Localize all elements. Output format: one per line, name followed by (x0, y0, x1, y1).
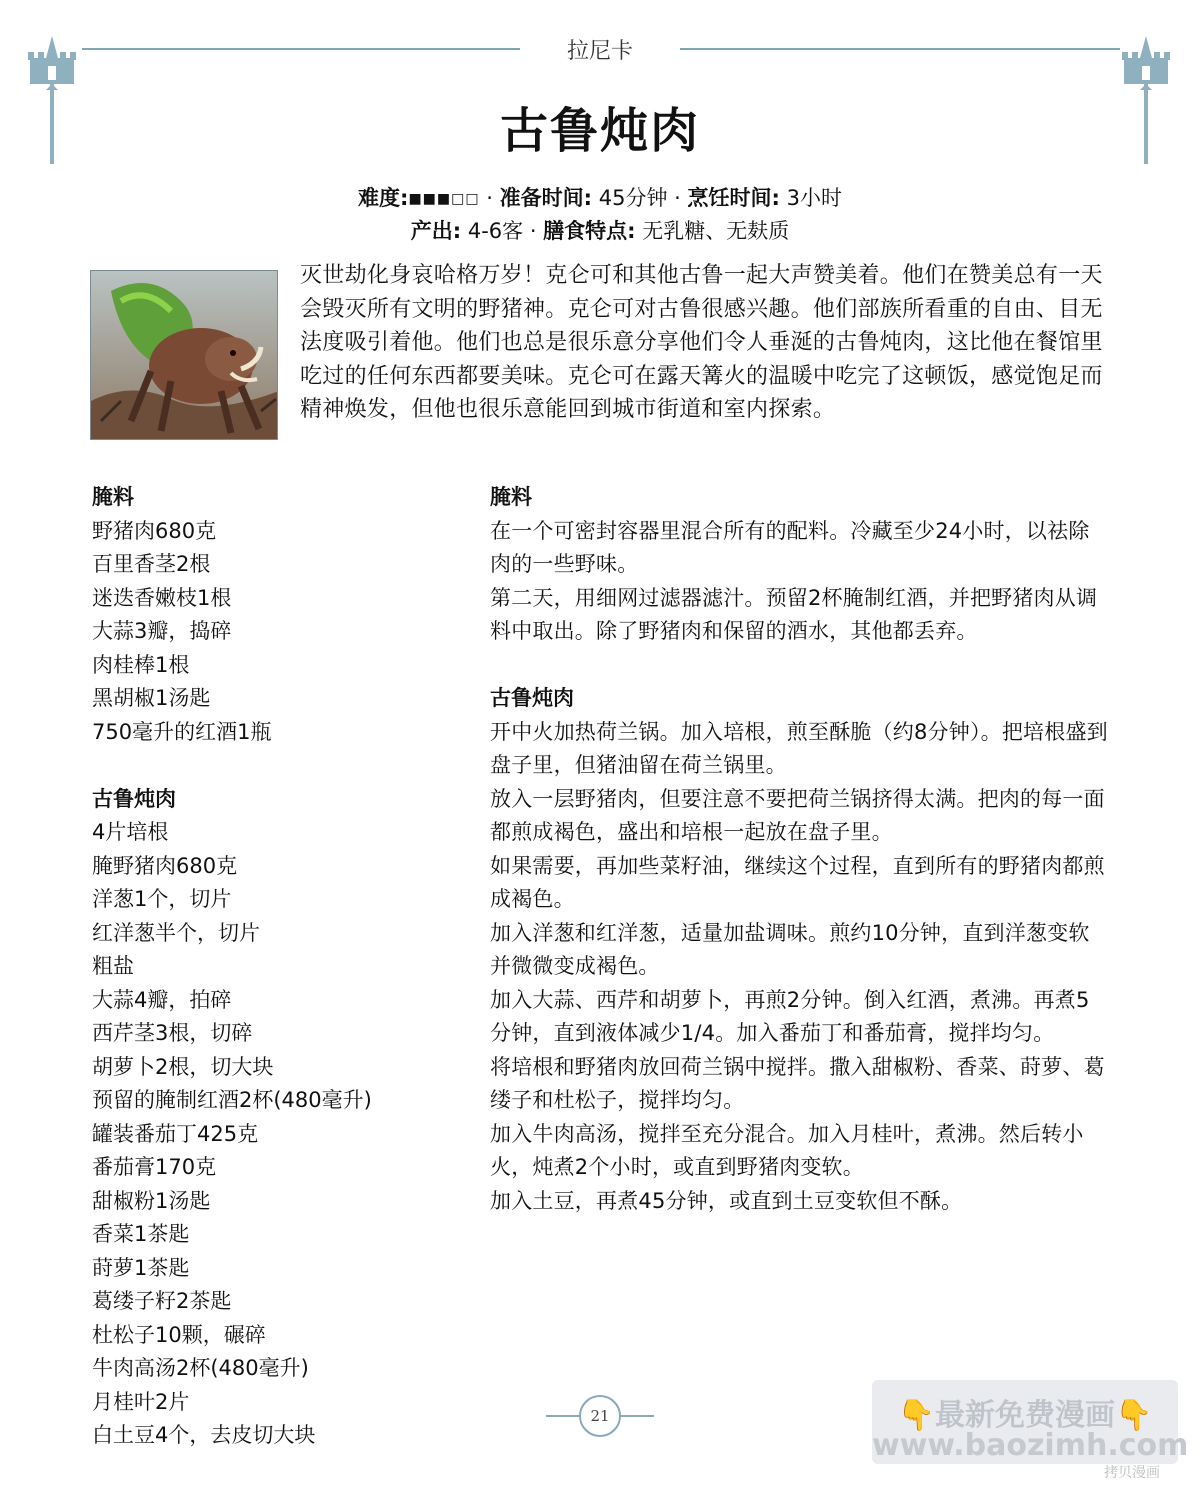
boar-illustration (90, 270, 278, 440)
ingredient-item: 白土豆4个，去皮切大块 (92, 1423, 316, 1447)
steps-marinade-heading: 腌料 (490, 485, 532, 509)
meta-line-difficulty-times (0, 182, 1200, 215)
ingredients-column (92, 481, 472, 1453)
ingredient-item: 红洋葱半个，切片 (92, 920, 260, 945)
recipe-intro: 灭世劫化身哀哈格万岁！克仑可和其他古鲁一起大声赞美着。他们在赞美总有一天会毁灭所有文明的野猪神。克仑可对古鲁很感兴趣。他们部族所看重的自由、目无法度吸引着他。他们也总是很乐意分享他们令人垂涎的古鲁炖肉，这比他在餐馆里吃过的任何东西都要美味。克仑可在露天篝火的温暖中吃完了这顿饭，感觉饱足而精神焕发，但他也很乐意能回到城市街道和室内探索。 (300, 263, 1103, 423)
ingredients-marinade-heading: 腌料 (92, 485, 134, 509)
running-title: 拉尼卡 (566, 39, 633, 64)
step-paragraph: 如果需要，再加些菜籽油，继续这个过程，直到所有的野猪肉都煎成褐色。 (490, 853, 1105, 911)
yield-value: 4-6客 (467, 219, 524, 243)
difficulty-rating: ■■■□□ (408, 191, 480, 207)
step-paragraph: 在一个可密封容器里混合所有的配料。冷藏至少24小时，以祛除肉的一些野味。 (490, 518, 1090, 576)
step-paragraph: 加入牛肉高汤，搅拌至充分混合。加入月桂叶，煮沸。然后转小火，炖煮2个小时，或直到野猪肉变软。 (490, 1121, 1084, 1179)
ingredients-marinade-list (92, 515, 472, 750)
ingredient-item: 粗盐 (92, 954, 134, 978)
ingredient-item: 黑胡椒1汤匙 (92, 686, 211, 710)
ingredient-item: 腌野猪肉680克 (92, 853, 238, 878)
ingredient-item: 甜椒粉1汤匙 (92, 1188, 211, 1213)
meta-separator: · (523, 219, 544, 243)
ingredient-item: 胡萝卜2根，切大块 (92, 1054, 274, 1079)
ingredient-item: 牛肉高汤2杯(480毫升) (92, 1356, 309, 1380)
steps-stew-heading: 古鲁炖肉 (490, 686, 574, 710)
boar-art-icon (91, 271, 278, 440)
ingredient-item: 百里香茎2根 (92, 552, 211, 576)
step-paragraph: 加入洋葱和红洋葱，适量加盐调味。煎约10分钟，直到洋葱变软并微微变成褐色。 (490, 920, 1090, 978)
ingredient-item: 月桂叶2片 (92, 1389, 190, 1414)
diet-label: 膳食特点: (543, 219, 636, 243)
ingredient-item: 西芹茎3根，切碎 (92, 1021, 253, 1045)
prep-time-label: 准备时间: (499, 186, 593, 210)
page-number: 21 (579, 1395, 621, 1437)
ingredient-item: 杜松子10颗，碾碎 (92, 1322, 266, 1347)
ingredient-item: 肉桂棒1根 (92, 652, 190, 677)
step-paragraph: 加入大蒜、西芹和胡萝卜，再煎2分钟。倒入红酒，煮沸。再煮5分钟，直到液体减少1/4。加入番茄丁和番茄膏，搅拌均匀。 (490, 987, 1090, 1045)
cook-time-label: 烹饪时间: (687, 186, 780, 210)
meta-separator: · (479, 186, 500, 210)
recipe-title: 古鲁炖肉 (499, 103, 700, 159)
ingredient-item: 洋葱1个，切片 (92, 887, 232, 911)
watermark-line2: www.baozimh.com (872, 1428, 1189, 1463)
yield-label: 产出: (410, 219, 462, 243)
header-rule-right (680, 48, 1120, 50)
header-rule-left (82, 48, 520, 50)
ingredient-item: 预留的腌制红酒2杯(480毫升) (92, 1088, 372, 1112)
diet-value: 无乳糖、无麸质 (642, 219, 790, 243)
difficulty-label: 难度: (358, 186, 409, 210)
page-number-ornament (540, 1393, 660, 1439)
step-paragraph: 放入一层野猪肉，但要注意不要把荷兰锅挤得太满。把肉的每一面都煎成褐色，盛出和培根一起放在盘子里。 (490, 786, 1105, 844)
watermark-line1: 👇最新免费漫画👇 (897, 1398, 1153, 1433)
ingredient-item: 大蒜3瓣，捣碎 (92, 619, 232, 643)
ingredient-item: 莳萝1茶匙 (92, 1255, 190, 1280)
meta-line-yield-diet (0, 215, 1200, 247)
ingredient-item: 750毫升的红酒1瓶 (92, 719, 272, 744)
ingredient-item: 4片培根 (92, 820, 169, 844)
meta-separator: · (667, 186, 688, 210)
watermark-banner (872, 1380, 1189, 1464)
step-paragraph: 开中火加热荷兰锅。加入培根，煎至酥脆（约8分钟）。把培根盛到盘子里，但猪油留在荷兰锅里。 (490, 719, 1108, 777)
step-paragraph: 将培根和野猪肉放回荷兰锅中搅拌。撒入甜椒粉、香菜、莳萝、葛缕子和杜松子，搅拌均匀。 (490, 1054, 1105, 1112)
prep-time-value: 45分钟 (598, 186, 668, 210)
ingredient-item: 罐装番茄丁425克 (92, 1121, 259, 1146)
ingredient-item: 葛缕子籽2茶匙 (92, 1289, 232, 1313)
ingredient-item: 野猪肉680克 (92, 518, 217, 543)
cook-time-value: 3小时 (786, 186, 842, 210)
ingredients-stew-list (92, 816, 472, 1453)
ingredient-item: 迷迭香嫩枝1根 (92, 585, 232, 610)
ingredient-item: 番茄膏170克 (92, 1155, 217, 1179)
step-paragraph: 第二天，用细网过滤器滤汁。预留2杯腌制红酒，并把野猪肉从调料中取出。除了野猪肉和保留的酒水，其他都丢弃。 (490, 585, 1098, 643)
ingredients-stew-heading: 古鲁炖肉 (92, 786, 176, 811)
watermark-corner: 拷贝漫画 (1104, 1465, 1160, 1481)
ingredient-item: 大蒜4瓣，拍碎 (92, 987, 232, 1012)
step-paragraph: 加入土豆，再煮45分钟，或直到土豆变软但不酥。 (490, 1188, 963, 1213)
ingredient-item: 香菜1茶匙 (92, 1222, 190, 1246)
steps-column (490, 481, 1110, 1218)
